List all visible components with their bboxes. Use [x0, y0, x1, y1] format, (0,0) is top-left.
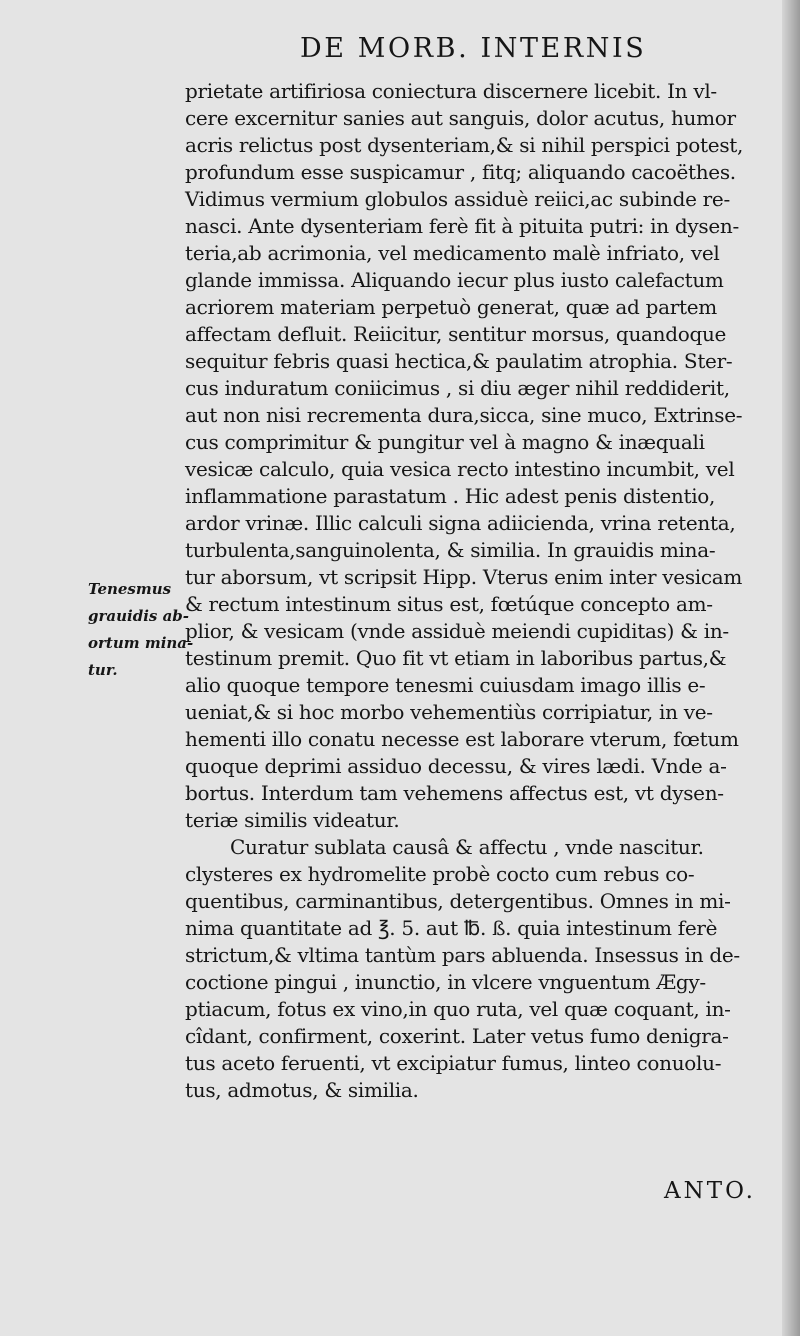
- margin-note-line: Tenesmus: [88, 580, 172, 598]
- text-line: tus, admotus, & similia.: [185, 1078, 419, 1102]
- text-line: nima quantitate ad ℥. 5. aut ℔. ß. quia intestinum ferè: [185, 916, 718, 940]
- text-line: strictum,& vltima tantùm pars abluenda. Insessus in de-: [185, 943, 740, 967]
- text-line: tus aceto feruenti, vt excipiatur fumus, linteo conuolu-: [185, 1051, 722, 1075]
- text-line: hementi illo conatu necesse est laborare vterum, fœtum: [185, 727, 739, 751]
- text-line: prietate artifiriosa coniectura discernere licebit. In vl-: [185, 79, 717, 103]
- text-line: acris relictus post dysenteriam,& si nihil perspici potest,: [185, 133, 744, 157]
- margin-note: [88, 576, 194, 684]
- text-line: sequitur febris quasi hectica,& paulatim atrophia. Ster-: [185, 349, 733, 373]
- text-line: quoque deprimi assiduo decessu, & vires lædi. Vnde a-: [185, 754, 727, 778]
- text-line: clysteres ex hydromelite probè cocto cum rebus co-: [185, 862, 695, 886]
- page-gutter-shadow: [782, 0, 800, 1336]
- text-line: cus induratum coniicimus , si diu æger nihil reddiderit,: [185, 376, 730, 400]
- text-line: cus comprimitur & pungitur vel à magno & inæquali: [185, 430, 705, 454]
- text-line: turbulenta,sanguinolenta, & similia. In grauidis mina-: [185, 538, 716, 562]
- body-text: [185, 78, 773, 1104]
- margin-note-line: tur.: [88, 661, 118, 679]
- text-line: Curatur sublata causâ & affectu , vnde nascitur.: [230, 835, 704, 859]
- text-line: ueniat,& si hoc morbo vehementiùs corripiatur, in ve-: [185, 700, 713, 724]
- text-line: plior, & vesicam (vnde assiduè meiendi cupiditas) & in-: [185, 619, 729, 643]
- text-line: teria,ab acrimonia, vel medicamento malè infriato, vel: [185, 241, 720, 265]
- text-line: nasci. Ante dysenteriam ferè fit à pituita putri: in dysen-: [185, 214, 739, 238]
- text-line: ardor vrinæ. Illic calculi signa adiicienda, vrina retenta,: [185, 511, 736, 535]
- text-line: cîdant, confirment, coxerint. Later vetus fumo denigra-: [185, 1024, 729, 1048]
- text-line: coctione pingui , inunctio, in vlcere vnguentum Ægy-: [185, 970, 706, 994]
- running-head: DE MORB. INTERNIS: [300, 33, 647, 64]
- text-line: aut non nisi recrementa dura,sicca, sine muco, Extrinse-: [185, 403, 743, 427]
- text-line: & rectum intestinum situs est, fœtúque concepto am-: [185, 592, 713, 616]
- text-line: Vidimus vermium globulos assiduè reiici,ac subinde re-: [185, 187, 730, 211]
- text-line: ptiacum, fotus ex vino,in quo ruta, vel quæ coquant, in-: [185, 997, 731, 1021]
- text-line: affectam defluit. Reiicitur, sentitur morsus, quandoque: [185, 322, 727, 346]
- text-line: vesicæ calculo, quia vesica recto intestino incumbit, vel: [185, 457, 735, 481]
- text-line: glande immissa. Aliquando iecur plus iusto calefactum: [185, 268, 724, 292]
- text-line: testinum premit. Quo fit vt etiam in laboribus partus,&: [185, 646, 727, 670]
- text-line: bortus. Interdum tam vehemens affectus est, vt dysen-: [185, 781, 724, 805]
- text-line: acriorem materiam perpetuò generat, quæ ad partem: [185, 295, 717, 319]
- margin-note-line: grauidis ab-: [88, 607, 190, 625]
- text-line: tur aborsum, vt scripsit Hipp. Vterus enim inter vesicam: [185, 565, 743, 589]
- text-line: alio quoque tempore tenesmi cuiusdam imago illis e-: [185, 673, 706, 697]
- text-line: profundum esse suspicamur , fitq; aliquando cacoëthes.: [185, 160, 736, 184]
- text-line: cere excernitur sanies aut sanguis, dolor acutus, humor: [185, 106, 736, 130]
- text-line: quentibus, carminantibus, detergentibus. Omnes in mi-: [185, 889, 731, 913]
- margin-note-line: ortum mina-: [88, 634, 194, 652]
- text-line: inflammatione parastatum . Hic adest penis distentio,: [185, 484, 716, 508]
- text-line: teriæ similis videatur.: [185, 808, 400, 832]
- catchword: ANTO.: [664, 1178, 756, 1204]
